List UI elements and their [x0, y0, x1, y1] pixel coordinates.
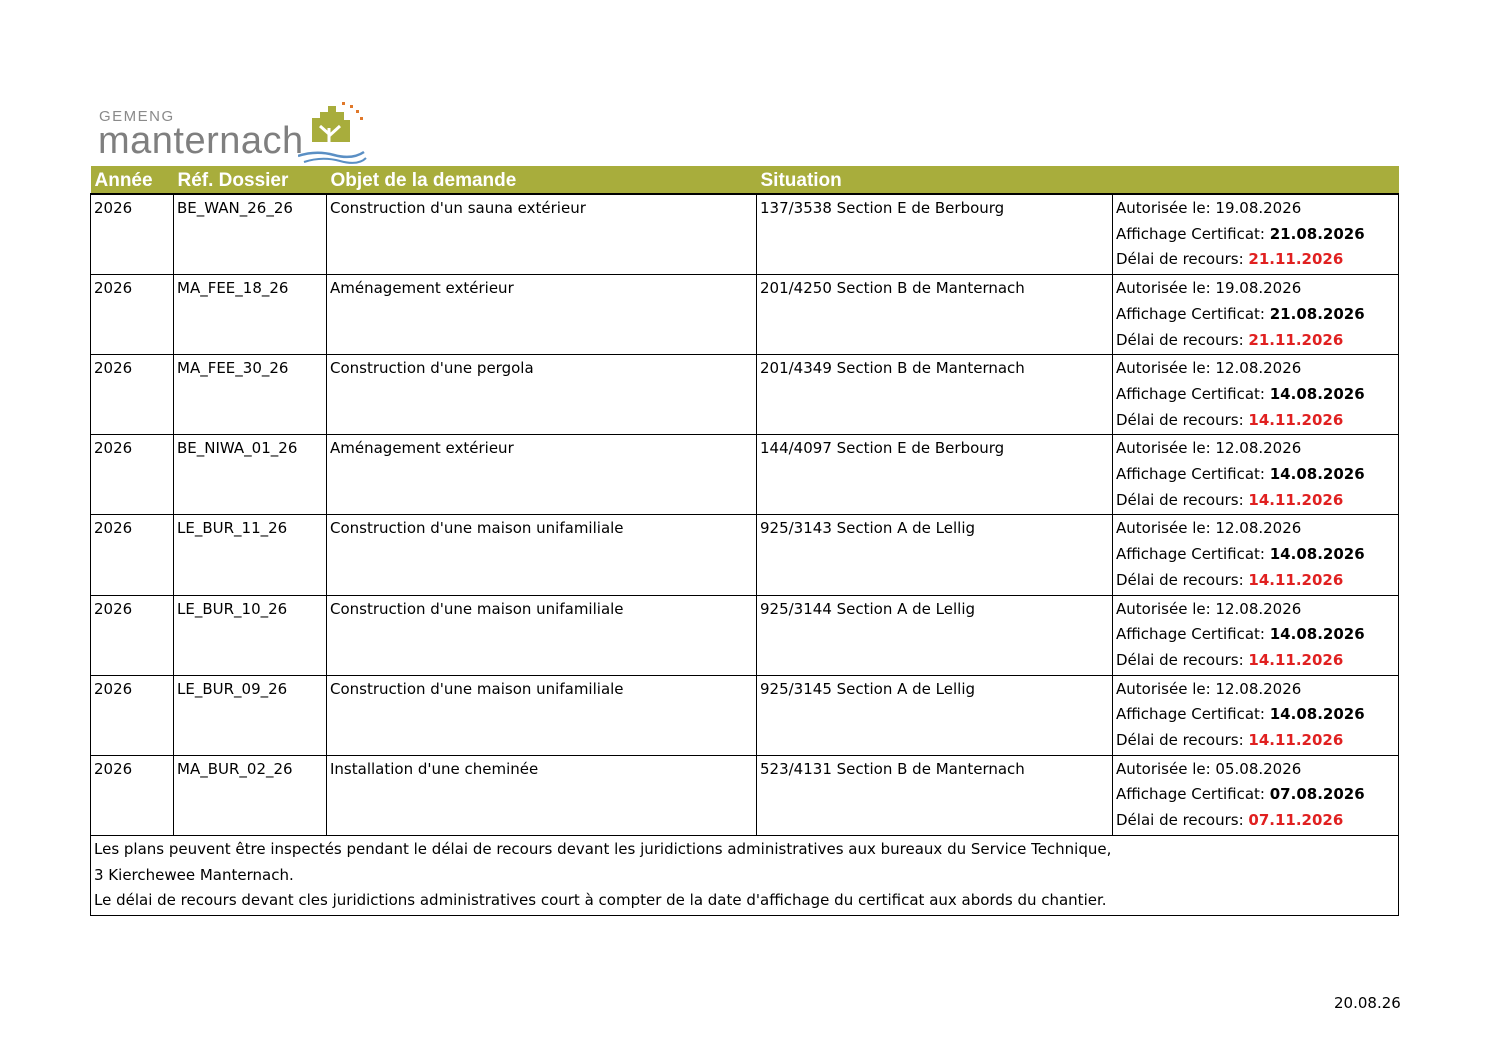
delai-label: Délai de recours: — [1116, 250, 1249, 269]
affichage-date: 14.08.2026 — [1269, 705, 1365, 724]
affichage-label: Affichage Certificat: — [1116, 224, 1270, 243]
cell-situation: 201/4250 Section B de Manternach — [757, 275, 1113, 355]
logo-top-text: GEMENG — [99, 108, 175, 125]
delai-date: 14.11.2026 — [1248, 490, 1344, 509]
affichage-line — [1116, 702, 1395, 728]
delai-line — [1116, 488, 1395, 514]
affichage-date: 21.08.2026 — [1269, 304, 1365, 323]
cell-ref-dossier: MA_BUR_02_26 — [174, 755, 327, 835]
delai-label: Délai de recours: — [1116, 650, 1249, 669]
autorisee-date: 12.08.2026 — [1215, 599, 1302, 618]
delai-label: Délai de recours: — [1116, 330, 1249, 349]
municipality-logo — [98, 100, 368, 166]
cell-situation: 201/4349 Section B de Manternach — [757, 355, 1113, 435]
cell-objet: Construction d'une maison unifamiliale — [327, 675, 757, 755]
autorisee-label: Autorisée le: — [1116, 439, 1216, 458]
autorisee-line — [1116, 276, 1395, 302]
affichage-line — [1116, 462, 1395, 488]
autorisee-label: Autorisée le: — [1116, 279, 1216, 298]
table-row — [91, 435, 1399, 515]
autorisee-label: Autorisée le: — [1116, 599, 1216, 618]
autorisee-line — [1116, 196, 1395, 222]
cell-annee: 2026 — [91, 755, 174, 835]
cell-objet: Construction d'une maison unifamiliale — [327, 515, 757, 595]
delai-date: 14.11.2026 — [1248, 650, 1344, 669]
header-situation: Situation — [757, 166, 1113, 194]
autorisee-line — [1116, 597, 1395, 623]
affichage-label: Affichage Certificat: — [1116, 545, 1270, 564]
autorisee-date: 12.08.2026 — [1215, 519, 1302, 538]
table-row — [91, 275, 1399, 355]
affichage-date: 14.08.2026 — [1269, 545, 1365, 564]
affichage-date: 07.08.2026 — [1269, 785, 1365, 804]
cell-objet: Aménagement extérieur — [327, 435, 757, 515]
cell-ref-dossier: LE_BUR_10_26 — [174, 595, 327, 675]
affichage-line — [1116, 222, 1395, 248]
table-row — [91, 194, 1399, 275]
delai-line — [1116, 808, 1395, 834]
delai-date: 21.11.2026 — [1248, 250, 1344, 269]
table-row — [91, 755, 1399, 835]
autorisee-line — [1116, 516, 1395, 542]
affichage-line — [1116, 622, 1395, 648]
header-ref-dossier: Réf. Dossier — [174, 166, 327, 194]
delai-line — [1116, 328, 1395, 354]
autorisee-line — [1116, 436, 1395, 462]
cell-annee: 2026 — [91, 595, 174, 675]
affichage-label: Affichage Certificat: — [1116, 785, 1270, 804]
delai-label: Délai de recours: — [1116, 410, 1249, 429]
delai-date: 21.11.2026 — [1248, 330, 1344, 349]
cell-objet: Installation d'une cheminée — [327, 755, 757, 835]
delai-date: 14.11.2026 — [1248, 570, 1344, 589]
footer-line: Le délai de recours devant cles juridictions administratives court à compter de la date d'affichage du certificat aux abords du chantier. — [94, 891, 1107, 910]
delai-line — [1116, 648, 1395, 674]
cell-annee: 2026 — [91, 355, 174, 435]
autorisee-label: Autorisée le: — [1116, 359, 1216, 378]
delai-label: Délai de recours: — [1116, 811, 1249, 830]
affichage-line — [1116, 302, 1395, 328]
cell-annee: 2026 — [91, 675, 174, 755]
cell-ref-dossier: LE_BUR_11_26 — [174, 515, 327, 595]
cell-situation: 925/3145 Section A de Lellig — [757, 675, 1113, 755]
autorisee-date: 12.08.2026 — [1215, 439, 1302, 458]
cell-objet: Construction d'une pergola — [327, 355, 757, 435]
delai-line — [1116, 568, 1395, 594]
autorisee-date: 19.08.2026 — [1215, 199, 1302, 217]
affichage-label: Affichage Certificat: — [1116, 465, 1270, 484]
header-status — [1113, 166, 1399, 194]
table-row — [91, 675, 1399, 755]
cell-ref-dossier: BE_NIWA_01_26 — [174, 435, 327, 515]
cell-situation: 523/4131 Section B de Manternach — [757, 755, 1113, 835]
cell-annee: 2026 — [91, 194, 174, 275]
delai-date: 07.11.2026 — [1248, 811, 1344, 830]
cell-annee: 2026 — [91, 275, 174, 355]
affichage-label: Affichage Certificat: — [1116, 625, 1270, 644]
table-row — [91, 595, 1399, 675]
delai-date: 14.11.2026 — [1248, 731, 1344, 750]
table-row — [91, 515, 1399, 595]
affichage-date: 14.08.2026 — [1269, 625, 1365, 644]
header-annee: Année — [91, 166, 174, 194]
autorisee-line — [1116, 677, 1395, 703]
cell-status — [1113, 675, 1399, 755]
affichage-line — [1116, 782, 1395, 808]
footer-line: 3 Kierchewee Manternach. — [94, 865, 294, 884]
affichage-label: Affichage Certificat: — [1116, 304, 1270, 323]
cell-objet: Construction d'un sauna extérieur — [327, 194, 757, 275]
cell-status — [1113, 355, 1399, 435]
delai-line — [1116, 408, 1395, 434]
cell-annee: 2026 — [91, 515, 174, 595]
autorisee-label: Autorisée le: — [1116, 199, 1216, 217]
autorisee-line — [1116, 757, 1395, 783]
affichage-date: 14.08.2026 — [1269, 465, 1365, 484]
footer-note — [91, 835, 1399, 915]
cell-ref-dossier: MA_FEE_30_26 — [174, 355, 327, 435]
delai-label: Délai de recours: — [1116, 490, 1249, 509]
autorisee-date: 05.08.2026 — [1215, 759, 1302, 778]
delai-line — [1116, 247, 1395, 273]
tree-emblem-icon — [298, 100, 368, 166]
header-objet: Objet de la demande — [327, 166, 757, 194]
footer-row — [91, 835, 1399, 915]
cell-status — [1113, 515, 1399, 595]
footer-line: Les plans peuvent être inspectés pendant le délai de recours devant les juridictions administratives aux bureaux du Service Technique, — [94, 839, 1112, 858]
cell-situation: 144/4097 Section E de Berbourg — [757, 435, 1113, 515]
cell-status — [1113, 194, 1399, 275]
permits-table — [90, 166, 1399, 916]
cell-situation: 925/3144 Section A de Lellig — [757, 595, 1113, 675]
affichage-label: Affichage Certificat: — [1116, 705, 1270, 724]
delai-line — [1116, 728, 1395, 754]
affichage-line — [1116, 542, 1395, 568]
affichage-date: 21.08.2026 — [1269, 224, 1365, 243]
cell-objet: Construction d'une maison unifamiliale — [327, 595, 757, 675]
cell-status — [1113, 275, 1399, 355]
cell-status — [1113, 755, 1399, 835]
cell-ref-dossier: LE_BUR_09_26 — [174, 675, 327, 755]
delai-label: Délai de recours: — [1116, 731, 1249, 750]
affichage-line — [1116, 382, 1395, 408]
autorisee-label: Autorisée le: — [1116, 759, 1216, 778]
cell-ref-dossier: BE_WAN_26_26 — [174, 194, 327, 275]
affichage-date: 14.08.2026 — [1269, 384, 1365, 403]
autorisee-line — [1116, 356, 1395, 382]
autorisee-date: 12.08.2026 — [1215, 359, 1302, 378]
cell-objet: Aménagement extérieur — [327, 275, 757, 355]
cell-situation: 137/3538 Section E de Berbourg — [757, 194, 1113, 275]
affichage-label: Affichage Certificat: — [1116, 384, 1270, 403]
table-header-row — [91, 166, 1399, 194]
autorisee-date: 19.08.2026 — [1215, 279, 1302, 298]
cell-status — [1113, 595, 1399, 675]
delai-date: 14.11.2026 — [1248, 410, 1344, 429]
delai-label: Délai de recours: — [1116, 570, 1249, 589]
logo-name: manternach — [98, 120, 304, 162]
cell-status — [1113, 435, 1399, 515]
table-row — [91, 355, 1399, 435]
autorisee-label: Autorisée le: — [1116, 519, 1216, 538]
autorisee-label: Autorisée le: — [1116, 679, 1216, 698]
page-date: 20.08.26 — [1334, 994, 1401, 1012]
cell-annee: 2026 — [91, 435, 174, 515]
cell-situation: 925/3143 Section A de Lellig — [757, 515, 1113, 595]
cell-ref-dossier: MA_FEE_18_26 — [174, 275, 327, 355]
autorisee-date: 12.08.2026 — [1215, 679, 1302, 698]
